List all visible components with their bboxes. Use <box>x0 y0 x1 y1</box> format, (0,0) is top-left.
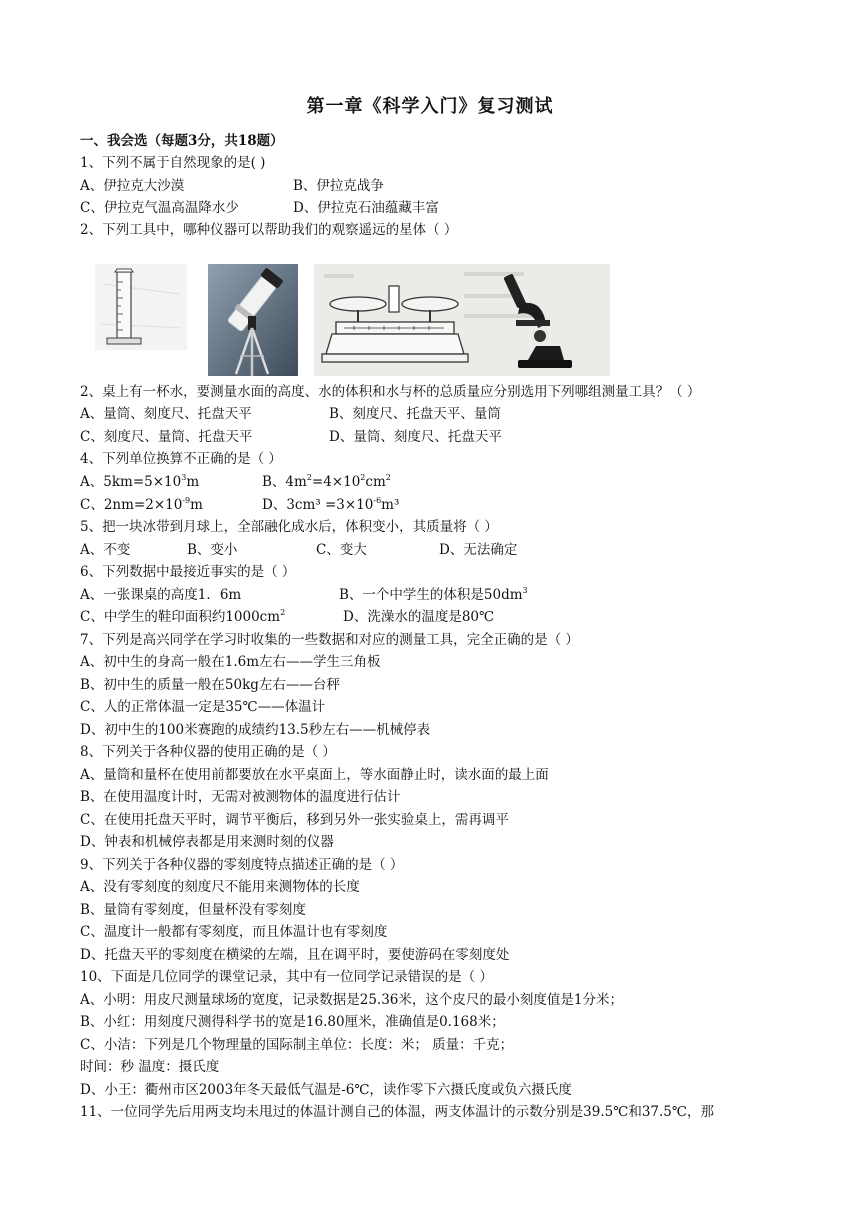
option-a-unit: m <box>186 474 200 490</box>
question-7-option-c: C、人的正常体温一定是35℃——体温计 <box>80 699 326 715</box>
option-b: B、变小 <box>187 542 238 558</box>
question-8-option-c: C、在使用托盘天平时，调节平衡后，移到另外一张实验桌上，需再调平 <box>80 812 509 828</box>
section-heading: 一、我会选（每题3分，共18题） <box>80 133 284 149</box>
option-b-base: B、一个中学生的体积是50dm <box>339 587 523 603</box>
option-b-unit: cm <box>365 474 386 490</box>
option-b-base: B、4m <box>262 474 307 490</box>
telescope-picture <box>208 264 298 376</box>
page-title: 第一章《科学入门》复习测试 <box>306 96 554 117</box>
option-c-base: C、中学生的鞋印面积约1000cm <box>80 609 281 625</box>
option-c-base: C、2nm=2×10 <box>80 497 183 513</box>
question-8-option-b: B、在使用温度计时，无需对被测物体的温度进行估计 <box>80 789 401 805</box>
option-d-exponent: -6 <box>373 496 382 505</box>
question-9-option-b: B、量筒有零刻度，但量杯没有零刻度 <box>80 902 306 918</box>
option-b: B、伊拉克战争 <box>293 178 384 194</box>
question-10-option-c-line1: C、小洁：下列是几个物理量的国际制主单位：长度：米； 质量：千克； <box>80 1037 514 1053</box>
option-d-unit: m³ <box>381 497 400 513</box>
question-4-stem: 4、下列单位换算不正确的是（ ） <box>80 451 282 467</box>
question-4-options-row1 <box>80 473 391 491</box>
question-7-option-a: A、初中生的身高一般在1.6m左右——学生三角板 <box>80 654 381 670</box>
option-d: D、无法确定 <box>439 542 518 558</box>
question-4-options-row2 <box>80 496 399 514</box>
question-11-stem: 11、一位同学先后用两支均未甩过的体温计测自己的体温，两支体温计的示数分别是39.5℃和37.5℃，那 <box>80 1104 714 1120</box>
option-d <box>262 496 399 514</box>
option-b-exponent-2: 2 <box>360 473 366 482</box>
question-10-stem: 10、下面是几位同学的课堂记录，其中有一位同学记录错误的是（ ） <box>80 969 493 985</box>
question-8-option-d: D、钟表和机械停表都是用来测时刻的仪器 <box>80 834 334 850</box>
option-a: A、不变 <box>80 542 131 558</box>
option-a <box>80 473 262 491</box>
question-5-stem: 5、把一块冰带到月球上，全部融化成水后，体积变小，其质量将（ ） <box>80 519 498 535</box>
question-8-stem: 8、下列关于各种仪器的使用正确的是（ ） <box>80 744 336 760</box>
option-d: D、量筒、刻度尺、托盘天平 <box>329 429 502 445</box>
question-6-stem: 6、下列数据中最接近事实的是（ ） <box>80 564 296 580</box>
option-a-exponent: 3 <box>181 473 187 482</box>
question-8-option-a: A、量筒和量杯在使用前都要放在水平桌面上，等水面静止时，读水面的最上面 <box>80 767 549 783</box>
question-7-stem: 7、下列是高兴同学在学习时收集的一些数据和对应的测量工具，完全正确的是（ ） <box>80 632 579 648</box>
question-10-option-c-line2: 时间：秒 温度：摄氏度 <box>80 1059 220 1075</box>
option-d: D、洗澡水的温度是80℃ <box>343 609 495 625</box>
option-c: C、变大 <box>316 542 367 558</box>
question-3-options-row2 <box>80 428 502 446</box>
option-c <box>80 496 262 514</box>
question-9-option-a: A、没有零刻度的刻度尺不能用来测物体的长度 <box>80 879 360 895</box>
question-9-option-d: D、托盘天平的零刻度在横梁的左端，且在调平时，要使游码在零刻度处 <box>80 947 510 963</box>
option-c-unit: m <box>190 497 203 513</box>
question-3-options-row1 <box>80 405 501 423</box>
option-c-exponent: -9 <box>182 496 191 505</box>
question-9-option-c: C、温度计一般都有零刻度，而且体温计也有零刻度 <box>80 924 388 940</box>
measuring-cylinder-picture <box>95 264 187 350</box>
question-9-stem: 9、下列关于各种仪器的零刻度特点描述正确的是（ ） <box>80 857 404 873</box>
question-10-option-a: A、小明：用皮尺测量球场的宽度，记录数据是25.36米，这个皮尺的最小刻度值是1分米； <box>80 992 623 1008</box>
question-1-options-row2 <box>80 199 439 217</box>
option-b-exponent: 3 <box>522 586 528 595</box>
option-d: D、伊拉克石油蕴藏丰富 <box>293 200 439 216</box>
question-1-options-row1 <box>80 177 384 195</box>
option-b: B、刻度尺、托盘天平、量筒 <box>329 406 501 422</box>
question-7-option-d: D、初中生的100米赛跑的成绩约13.5秒左右——机械停表 <box>80 722 431 738</box>
option-a-base: A、5km=5×10 <box>80 474 182 490</box>
option-a: A、伊拉克大沙漠 <box>80 178 185 194</box>
balance-and-microscope-picture <box>314 264 610 376</box>
option-b-exponent-3: 2 <box>385 473 391 482</box>
question-1-stem: 1、下列不属于自然现象的是( ) <box>80 155 266 171</box>
question-6-options-row2 <box>80 608 494 626</box>
option-b <box>262 473 391 491</box>
option-b-exponent-1: 2 <box>306 473 312 482</box>
question-10-option-b: B、小红：用刻度尺测得科学书的宽是16.80厘米，准确值是0.168米； <box>80 1014 505 1030</box>
option-b <box>339 586 528 604</box>
question-6-options-row1 <box>80 586 528 604</box>
question-10-option-d: D、小王：衢州市区2003年冬天最低气温是-6℃，读作零下六摄氏度或负六摄氏度 <box>80 1082 572 1098</box>
option-d-base: D、3cm³ =3×10 <box>262 497 374 513</box>
question-3-stem: 2、桌上有一杯水，要测量水面的高度、水的体积和水与杯的总质量应分别选用下列哪组测量工具？（ ） <box>80 384 701 400</box>
question-7-option-b: B、初中生的质量一般在50kg左右——台秤 <box>80 677 340 693</box>
option-b-middle: =4×10 <box>311 474 361 490</box>
option-c: C、伊拉克气温高温降水少 <box>80 200 239 216</box>
option-c-exponent: 2 <box>280 608 286 617</box>
question-5-options <box>80 541 517 559</box>
option-a: A、一张课桌的高度1．6m <box>80 587 242 603</box>
option-c <box>80 608 343 626</box>
option-a: A、量筒、刻度尺、托盘天平 <box>80 406 252 422</box>
question-2-stem: 2、下列工具中，哪种仪器可以帮助我们的观察遥远的星体（ ） <box>80 222 458 238</box>
option-c: C、刻度尺、量筒、托盘天平 <box>80 429 253 445</box>
